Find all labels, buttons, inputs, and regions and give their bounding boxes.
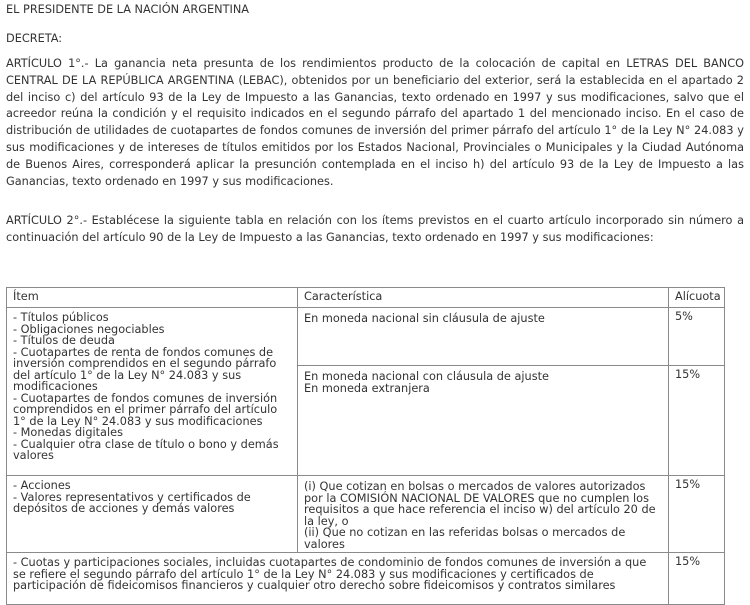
header-item: Ítem [7,288,298,308]
list-item: - Títulos de deuda [13,334,115,347]
article-2-paragraph: ARTÍCULO 2°.- Establécese la siguiente tabla en relación con los ítems previstos en el cuarto artículo incorporado sin número a continuación del artículo 90 de la Ley de Impuesto a las Ganancias, texto ordenado en 1997 y sus modificaciones: [6,214,744,244]
group3-item: - Cuotas y participaciones sociales, incluidas cuotapartes de condominio de fondos comunes de inversión a que se refiere el segundo párrafo del artículo 1° de la Ley N° 24.083 y sus modificaciones y certificados de participación de fideicomisos financieros y cualquier otro derecho sobre fideicomisos y contratos similares [7,553,669,605]
tax-rate-table [6,287,725,605]
list-item: - Obligaciones negociables [13,322,165,336]
group1-items [7,308,298,476]
table-header-row [7,288,725,308]
document-heading: EL PRESIDENTE DE LA NACIÓN ARGENTINA [6,3,250,16]
characteristic-adjustment: En moneda nacional con cláusula de ajuste [304,370,549,383]
header-rate: Alícuota [669,288,725,308]
table-row [7,308,725,366]
list-item: - Monedas digitales [13,426,123,439]
characteristic-listed-markets: (i) Que cotizan en bolsas o mercados de valores autorizados por la COMISIÓN NACIONAL DE VALORES que no cumplen los requisitos a que hace referencia el inciso w) del artículo 20 de la ley, o [304,480,656,528]
table-row [7,553,725,605]
rate-15-percent: 15% [669,476,725,553]
rate-5-percent: 5% [669,308,725,366]
list-item: - Valores representativos y certificados de depósitos de acciones y demás valores [13,490,251,515]
decreta-label: DECRETA: [6,32,63,45]
characteristic-adjustment-foreign [298,366,669,476]
list-item: - Títulos públicos [13,311,109,324]
list-item: - Acciones [13,479,71,492]
characteristic-unlisted: (ii) Que no cotizan en las referidas bolsas o mercados de valores [304,526,626,551]
article-1-paragraph: ARTÍCULO 1°.- La ganancia neta presunta de los rendimientos producto de la colocación de capital en LETRAS DEL BANCO CENTRAL DE LA REPÚBLICA ARGENTINA (LEBAC), obtenidos por un beneficiario del exterior, será la establecida en el apartado 2 del inciso c) del artículo 93 de la Ley de Impuesto a las Ganancias, texto ordenado en 1997 y sus modificaciones, salvo que el acreedor reúna la condición y el requisito indicados en el segundo párrafo del apartado 1 del mencionado inciso. En el caso de distribución de utilidades de cuotapartes de fondos comunes de inversión del primer párrafo del artículo 1° de la Ley N° 24.083 y sus modificaciones y de intereses de títulos emitidos por los Estados Nacional, Provinciales o Municipales y la Ciudad Autónoma de Buenos Aires, corresponderá aplicar la presunción contemplada en el inciso h) del artículo 93 de la Ley de Impuesto a las Ganancias, texto ordenado en 1997 y sus modificaciones. [6,57,744,188]
table-row [7,476,725,553]
rate-15-percent: 15% [669,553,725,605]
list-item: - Cuotapartes de fondos comunes de inversión comprendidos en el primer párrafo del artículo 1° de la Ley N° 24.083 y sus modificaciones [13,391,278,428]
header-characteristic: Característica [298,288,669,308]
rate-15-percent: 15% [669,366,725,476]
characteristic-foreign-currency: En moneda extranjera [304,381,430,395]
characteristic-no-adjustment: En moneda nacional sin cláusula de ajuste [298,308,669,366]
characteristic-listed [298,476,669,553]
list-item: - Cuotapartes de renta de fondos comunes de inversión comprendidos en el segundo párrafo del artículo 1° de la Ley N° 24.083 y sus modificaciones [13,345,277,393]
list-item: - Cualquier otra clase de título o bono y demás valores [13,437,279,462]
group2-items [7,476,298,553]
